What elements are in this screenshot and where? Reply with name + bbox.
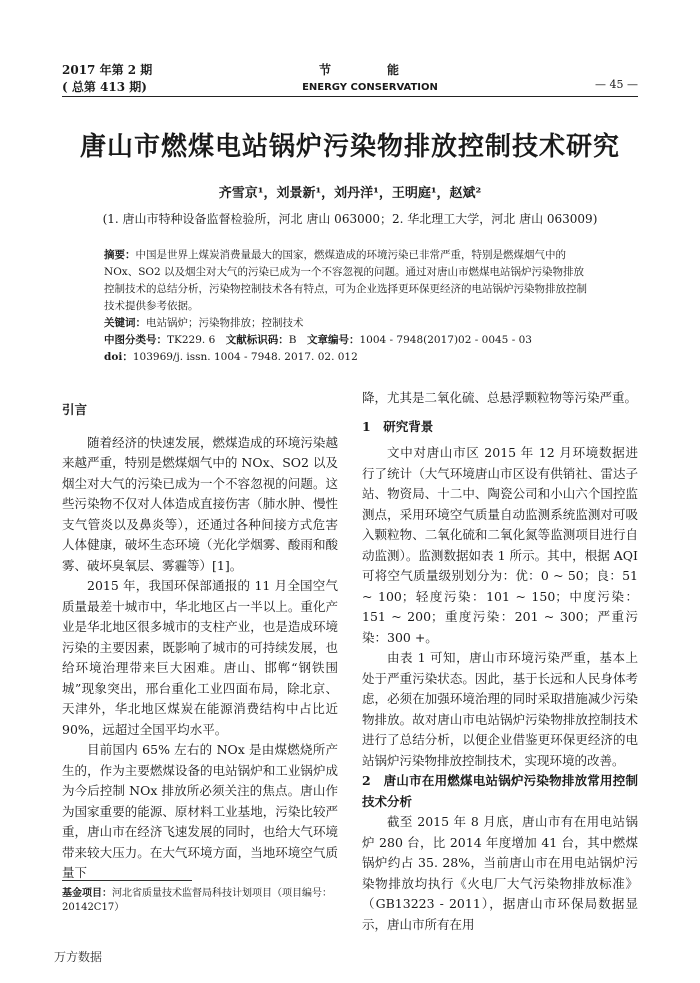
right-column — [362, 388, 638, 935]
continued-paragraph: 降，尤其是二氧化硫、总悬浮颗粒物等污染严重。 — [362, 390, 638, 405]
doc-code-label: 文献标识码： — [225, 334, 289, 346]
doi — [104, 349, 594, 366]
issue-info — [62, 62, 152, 96]
funding-text: 河北省质量技术监督局科技计划项目（项目编号：20142C17） — [62, 888, 332, 913]
abstract-text: 中国是世界上煤炭消费量最大的国家，燃煤造成的环境污染已非常严重，特别是燃煤烟气中的 NOx、SO2 以及烟尘对大气的污染已成为一个不容忽视的问题。通过对唐山市燃煤电站锅炉污染物排放控制技术的总结分析，污染物控制技术各有特点，可为企业选择更环保更经济的电站锅炉污染物排放控制技术提供参考依据。 — [104, 249, 587, 312]
keywords — [104, 315, 594, 332]
clc-label: 中图分类号： — [104, 334, 167, 346]
funding-footnote — [62, 887, 338, 915]
clc-value: TK229. 6 — [167, 334, 216, 346]
section-1-heading: 1 研究背景 — [362, 418, 434, 434]
doc-code-value: B — [288, 334, 297, 346]
section-2-heading: 2 唐山市在用燃煤电站锅炉污染物排放常用控制技术分析 — [362, 773, 638, 809]
article-number-label: 文章编号： — [306, 334, 360, 346]
left-column — [62, 400, 338, 884]
doi-label: doi： — [104, 351, 133, 363]
article-title: 唐山市燃煤电站锅炉污染物排放控制技术研究 — [79, 132, 620, 162]
affiliation: (1. 唐山市特种设备监督检验所，河北 唐山 063000；2. 华北理工大学，河北 唐山 063009) — [102, 212, 598, 226]
doi-value: 103969/j. issn. 1004 - 7948. 2017. 02. 012 — [132, 351, 358, 363]
funding-label: 基金项目： — [62, 888, 112, 899]
keywords-text: 电站锅炉；污染物排放；控制技术 — [146, 317, 304, 329]
journal-name — [250, 62, 490, 96]
footnote-divider — [62, 880, 192, 881]
abstract-label: 摘要： — [104, 249, 136, 261]
section-1-paragraph-1: 文中对唐山市区 2015 年 12 月环境数据进行了统计（大气环境唐山市区设有供销社、雷达子站、物资局、十二中、陶瓷公司和小山六个国控监测点，采用环境空气质量自动监测系统监测对可吸入颗粒物、二氧化硫和二氧化氮等监测项目进行自动监测）。监测数据如表 1 所示。其中，根据 AQI 可将空气质量级别划分为：优：0 ~ 50；良：51 ~ 100；轻度污染：101 ~ 150；中度污染：151 ~ 200；重度污染：201 ~ 300；严重污染：300 +。 — [362, 445, 638, 645]
article-number-value: 1004 - 7948(2017)02 - 0045 - 03 — [359, 334, 532, 346]
authors: 齐雪京¹，刘景新¹，刘丹洋¹，王明庭¹，赵斌² — [218, 186, 482, 201]
classification — [104, 332, 594, 349]
total-issue: ( 总第 413 期) — [62, 80, 147, 94]
intro-paragraph-1: 随着经济的快速发展，燃煤造成的环境污染越来越严重，特别是燃煤烟气中的 NOx、SO2 以及烟尘对大气的污染已成为一个不容忽视的问题。这些污染物不仅对人体造成直接伤害（肺水肿、慢性支气管炎以及鼻炎等），还通过各种间接方式危害人体健康，破坏生态环境（光化学烟雾、酸雨和酸雾、破坏臭氧层、雾霾等）[1]。 — [62, 434, 338, 573]
page-number: — 45 — — [595, 78, 638, 91]
journal-name-cn: 节 能 — [318, 63, 421, 77]
issue-number: 2017 年第 2 期 — [62, 63, 153, 77]
keywords-label: 关键词： — [104, 317, 146, 329]
abstract — [104, 247, 594, 315]
section-1-paragraph-2: 由表 1 可知，唐山市环境污染严重，基本上处于严重污染状态。因此，基于长远和人民身体考虑，必须在加强环境治理的同时采取措施减少污染物排放。故对唐山市电站锅炉污染物排放控制技术进行了总结分析，以便企业借鉴更环保更经济的电站锅炉污染物排放控制技术，实现环境的改善。 — [362, 650, 638, 768]
watermark: 万方数据 — [54, 950, 103, 964]
intro-paragraph-2: 2015 年，我国环保部通报的 11 月全国空气质量最差十城市中，华北地区占一半以上。重化产业是华北地区很多城市的支柱产业，也是造成环境污染的主要因素，既影响了城市的可持续发展，也给环境治理带来巨大困难。唐山、邯郸“钢铁围城”现象突出，邢台重化工业四面布局，除北京、天津外，华北地区煤炭在能源消费结构中占比近 90%，远超过全国平均水平。 — [62, 578, 338, 737]
journal-name-en: ENERGY CONSERVATION — [302, 82, 438, 93]
section-2-paragraph-1: 截至 2015 年 8 月底，唐山市有在用电站锅炉 280 台，比 2014 年度增加 41 台，其中燃煤锅炉约占 35. 28%，当前唐山市在用电站锅炉污染物排放均执行《火电厂大气污染物排放标准》（GB13223 - 2011），据唐山市环保局数据显示，唐山市所有在用 — [362, 814, 638, 932]
intro-paragraph-3: 目前国内 65% 左右的 NOx 是由煤燃烧所产生的，作为主要燃煤设备的电站锅炉和工业锅炉成为今后控制 NOx 排放所必须关注的焦点。唐山作为国家重要的能源、原材料工业基地，污染比较严重，唐山市在经济飞速发展的同时，也给大气环境带来较大压力。在大气环境方面，当地环境空气质量下 — [62, 742, 338, 880]
header-divider — [62, 96, 638, 97]
abstract-block — [104, 247, 594, 366]
intro-heading: 引言 — [62, 402, 88, 417]
